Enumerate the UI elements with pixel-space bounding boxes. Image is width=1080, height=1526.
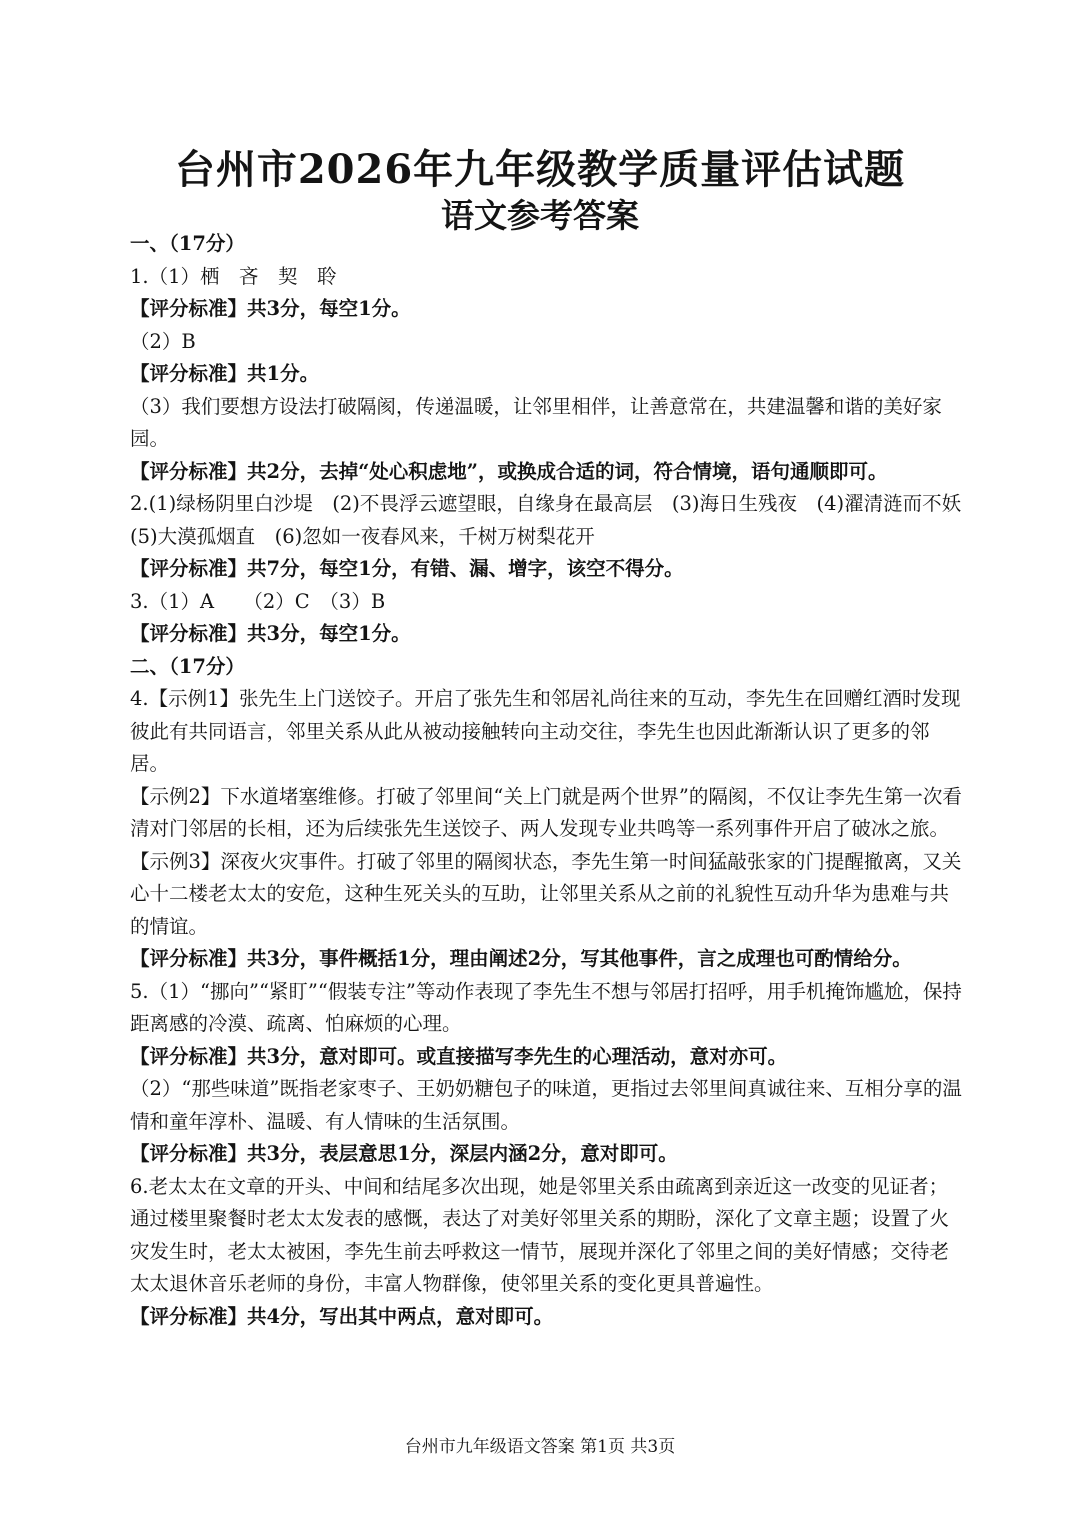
- page-title: 台州市2026年九年级教学质量评估试题: [174, 146, 906, 193]
- answer-content: [130, 228, 962, 1333]
- line-q4-standard: 【评分标准】共3分，事件概括1分，理由阐述2分，写其他事件，言之成理也可酌情给分。: [130, 947, 912, 970]
- line-q1-3: （3）我们要想方设法打破隔阂，传递温暖，让邻里相伴，让善意常在，共建温馨和谐的美好家园。: [130, 394, 942, 450]
- line-q5-1-standard: 【评分标准】共3分，意对即可。或直接描写李先生的心理活动，意对亦可。: [130, 1044, 788, 1068]
- line-q4-example-2: 【示例2】下水道堵塞维修。打破了邻里间“关上门就是两个世界”的隔阂，不仅让李先生第一次看清对门邻居的长相，还为后续张先生送饺子、两人发现专业共鸣等一系列事件开启了破冰之旅。: [130, 784, 962, 840]
- line-q3: 3.（1）A （2）C （3）B: [130, 589, 386, 613]
- line-q1-3-standard: 【评分标准】共2分，去掉“处心积虑地”，或换成合适的词，符合情境，语句通顺即可。: [130, 459, 888, 483]
- line-q5-2: （2）“那些味道”既指老家枣子、王奶奶糖包子的味道，更指过去邻里间真诚往来、互相分享的温情和童年淳朴、温暖、有人情味的生活氛围。: [130, 1077, 962, 1133]
- line-q2-standard: 【评分标准】共7分，每空1分，有错、漏、增字，该空不得分。: [130, 557, 684, 580]
- line-q1-1: 1.（1）栖 吝 契 聆: [130, 264, 337, 288]
- page-footer: 台州市九年级语文答案 第1页 共3页: [404, 1437, 676, 1457]
- line-q4-example-1: 4.【示例1】张先生上门送饺子。开启了张先生和邻居礼尚往来的互动，李先生在回赠红酒时发现彼此有共同语言，邻里关系从此从被动接触转向主动交往，李先生也因此渐渐认识了更多的邻居。: [130, 687, 961, 775]
- line-q3-standard: 【评分标准】共3分，每空1分。: [130, 622, 411, 645]
- line-q1-2: （2）B: [130, 329, 196, 353]
- line-q5-1: 5.（1）“挪向”“紧盯”“假装专注”等动作表现了李先生不想与邻居打招呼，用手机掩饰尴尬，保持距离感的冷漠、疏离、怕麻烦的心理。: [130, 979, 962, 1035]
- line-q6: 6.老太太在文章的开头、中间和结尾多次出现，她是邻里关系由疏离到亲近这一改变的见证者；通过楼里聚餐时老太太发表的感慨，表达了对美好邻里关系的期盼，深化了文章主题；设置了火灾发生时，老太太被困，李先生前去呼救这一情节，展现并深化了邻里之间的美好情感；交待老太太退休音乐老师的身份，丰富人物群像，使邻里关系的变化更具普遍性。: [130, 1174, 950, 1295]
- line-q5-2-standard: 【评分标准】共3分，表层意思1分，深层内涵2分，意对即可。: [130, 1142, 678, 1165]
- line-q6-standard: 【评分标准】共4分，写出其中两点，意对即可。: [130, 1304, 554, 1328]
- line-q1-2-standard: 【评分标准】共1分。: [130, 362, 320, 385]
- line-q2: 2.(1)绿杨阴里白沙堤 (2)不畏浮云遮望眼，自缘身在最高层 (3)海日生残夜 (4)濯清涟而不妖(5)大漠孤烟直 (6)忽如一夜春风来，千树万树梨花开: [130, 492, 962, 548]
- line-q4-example-3: 【示例3】深夜火灾事件。打破了邻里的隔阂状态，李先生第一时间猛敲张家的门提醒撤离，又关心十二楼老太太的安危，这种生死关头的互助，让邻里关系从之前的礼貌性互动升华为患难与共的情谊。: [130, 849, 962, 938]
- line-q1-1-standard: 【评分标准】共3分，每空1分。: [130, 297, 411, 320]
- line-section-1: 一、（17分）: [130, 232, 245, 255]
- line-section-2: 二、（17分）: [130, 654, 245, 678]
- page-subtitle: 语文参考答案: [441, 196, 639, 235]
